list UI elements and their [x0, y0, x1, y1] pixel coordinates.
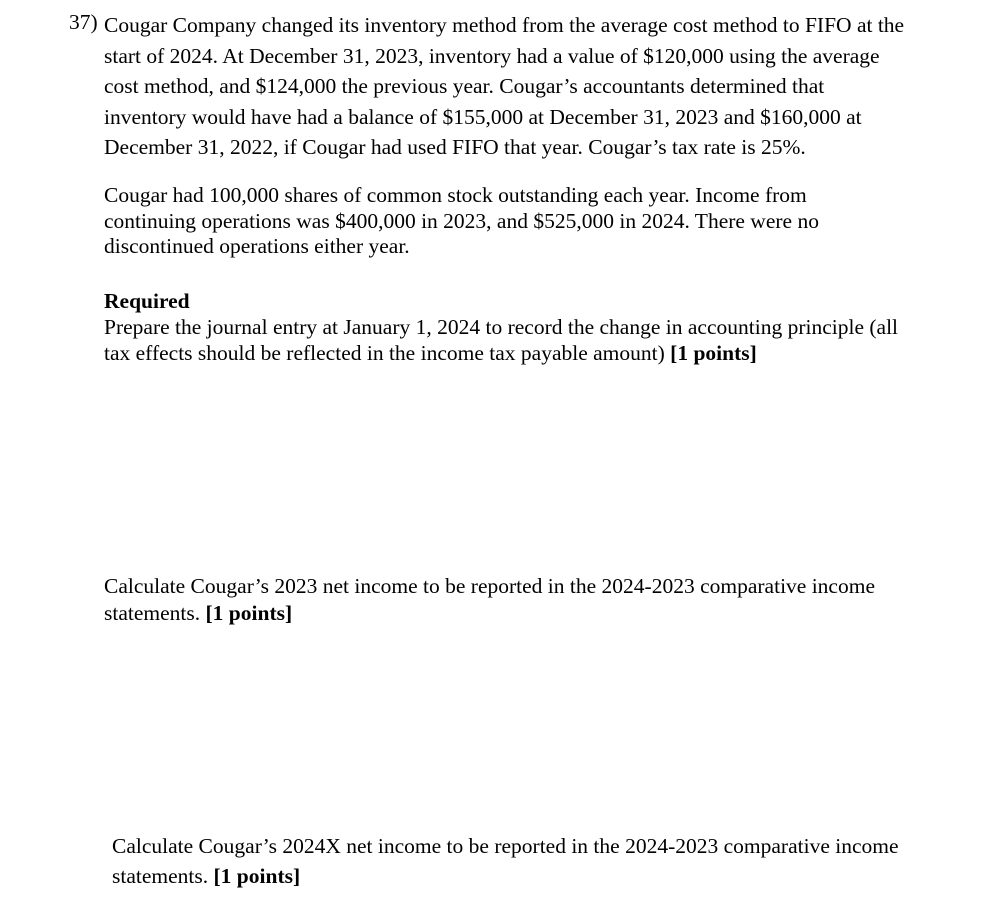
required-section: [104, 288, 964, 366]
part2-text: statements.: [104, 601, 206, 625]
part2-section: [104, 573, 964, 627]
part3-text: statements.: [112, 864, 214, 888]
intro-line: Cougar Company changed its inventory method from the average cost method to FIFO at the: [104, 13, 905, 37]
part3-section: [112, 831, 972, 891]
part1-line: [104, 340, 964, 366]
intro-line: cost method, and $124,000 the previous year. Cougar’s accountants determined that: [104, 74, 825, 98]
part3-points: [1 points]: [213, 864, 301, 888]
intro-line: inventory would have had a balance of $155,000 at December 31, 2023 and $160,000 at: [104, 104, 862, 129]
question-info: [104, 183, 964, 260]
info-line: Cougar had 100,000 shares of common stock outstanding each year. Income from: [104, 183, 807, 207]
part3-line: Calculate Cougar’s 2024X net income to be reported in the 2024-2023 comparative income: [112, 834, 899, 858]
part3-line: [112, 861, 972, 891]
question-number: 37): [69, 10, 98, 34]
info-line: continuing operations was $400,000 in 2023, and $525,000 in 2024. There were no: [104, 208, 819, 233]
question-intro: [104, 10, 964, 163]
info-line: discontinued operations either year.: [104, 234, 410, 258]
part2-line: [104, 600, 964, 627]
part1-text: tax effects should be reflected in the income tax payable amount): [104, 341, 671, 365]
part2-line: Calculate Cougar’s 2023 net income to be reported in the 2024-2023 comparative income: [104, 574, 875, 598]
part1-points: [1 points]: [670, 341, 757, 365]
required-heading: Required: [104, 289, 190, 313]
part2-points: [1 points]: [205, 601, 293, 625]
intro-line: December 31, 2022, if Cougar had used FIFO that year. Cougar’s tax rate is 25%.: [104, 135, 806, 159]
part1-line: Prepare the journal entry at January 1, 2024 to record the change in accounting principle (all: [104, 315, 899, 339]
intro-line: start of 2024. At December 31, 2023, inventory had a value of $120,000 using the average: [104, 43, 880, 68]
